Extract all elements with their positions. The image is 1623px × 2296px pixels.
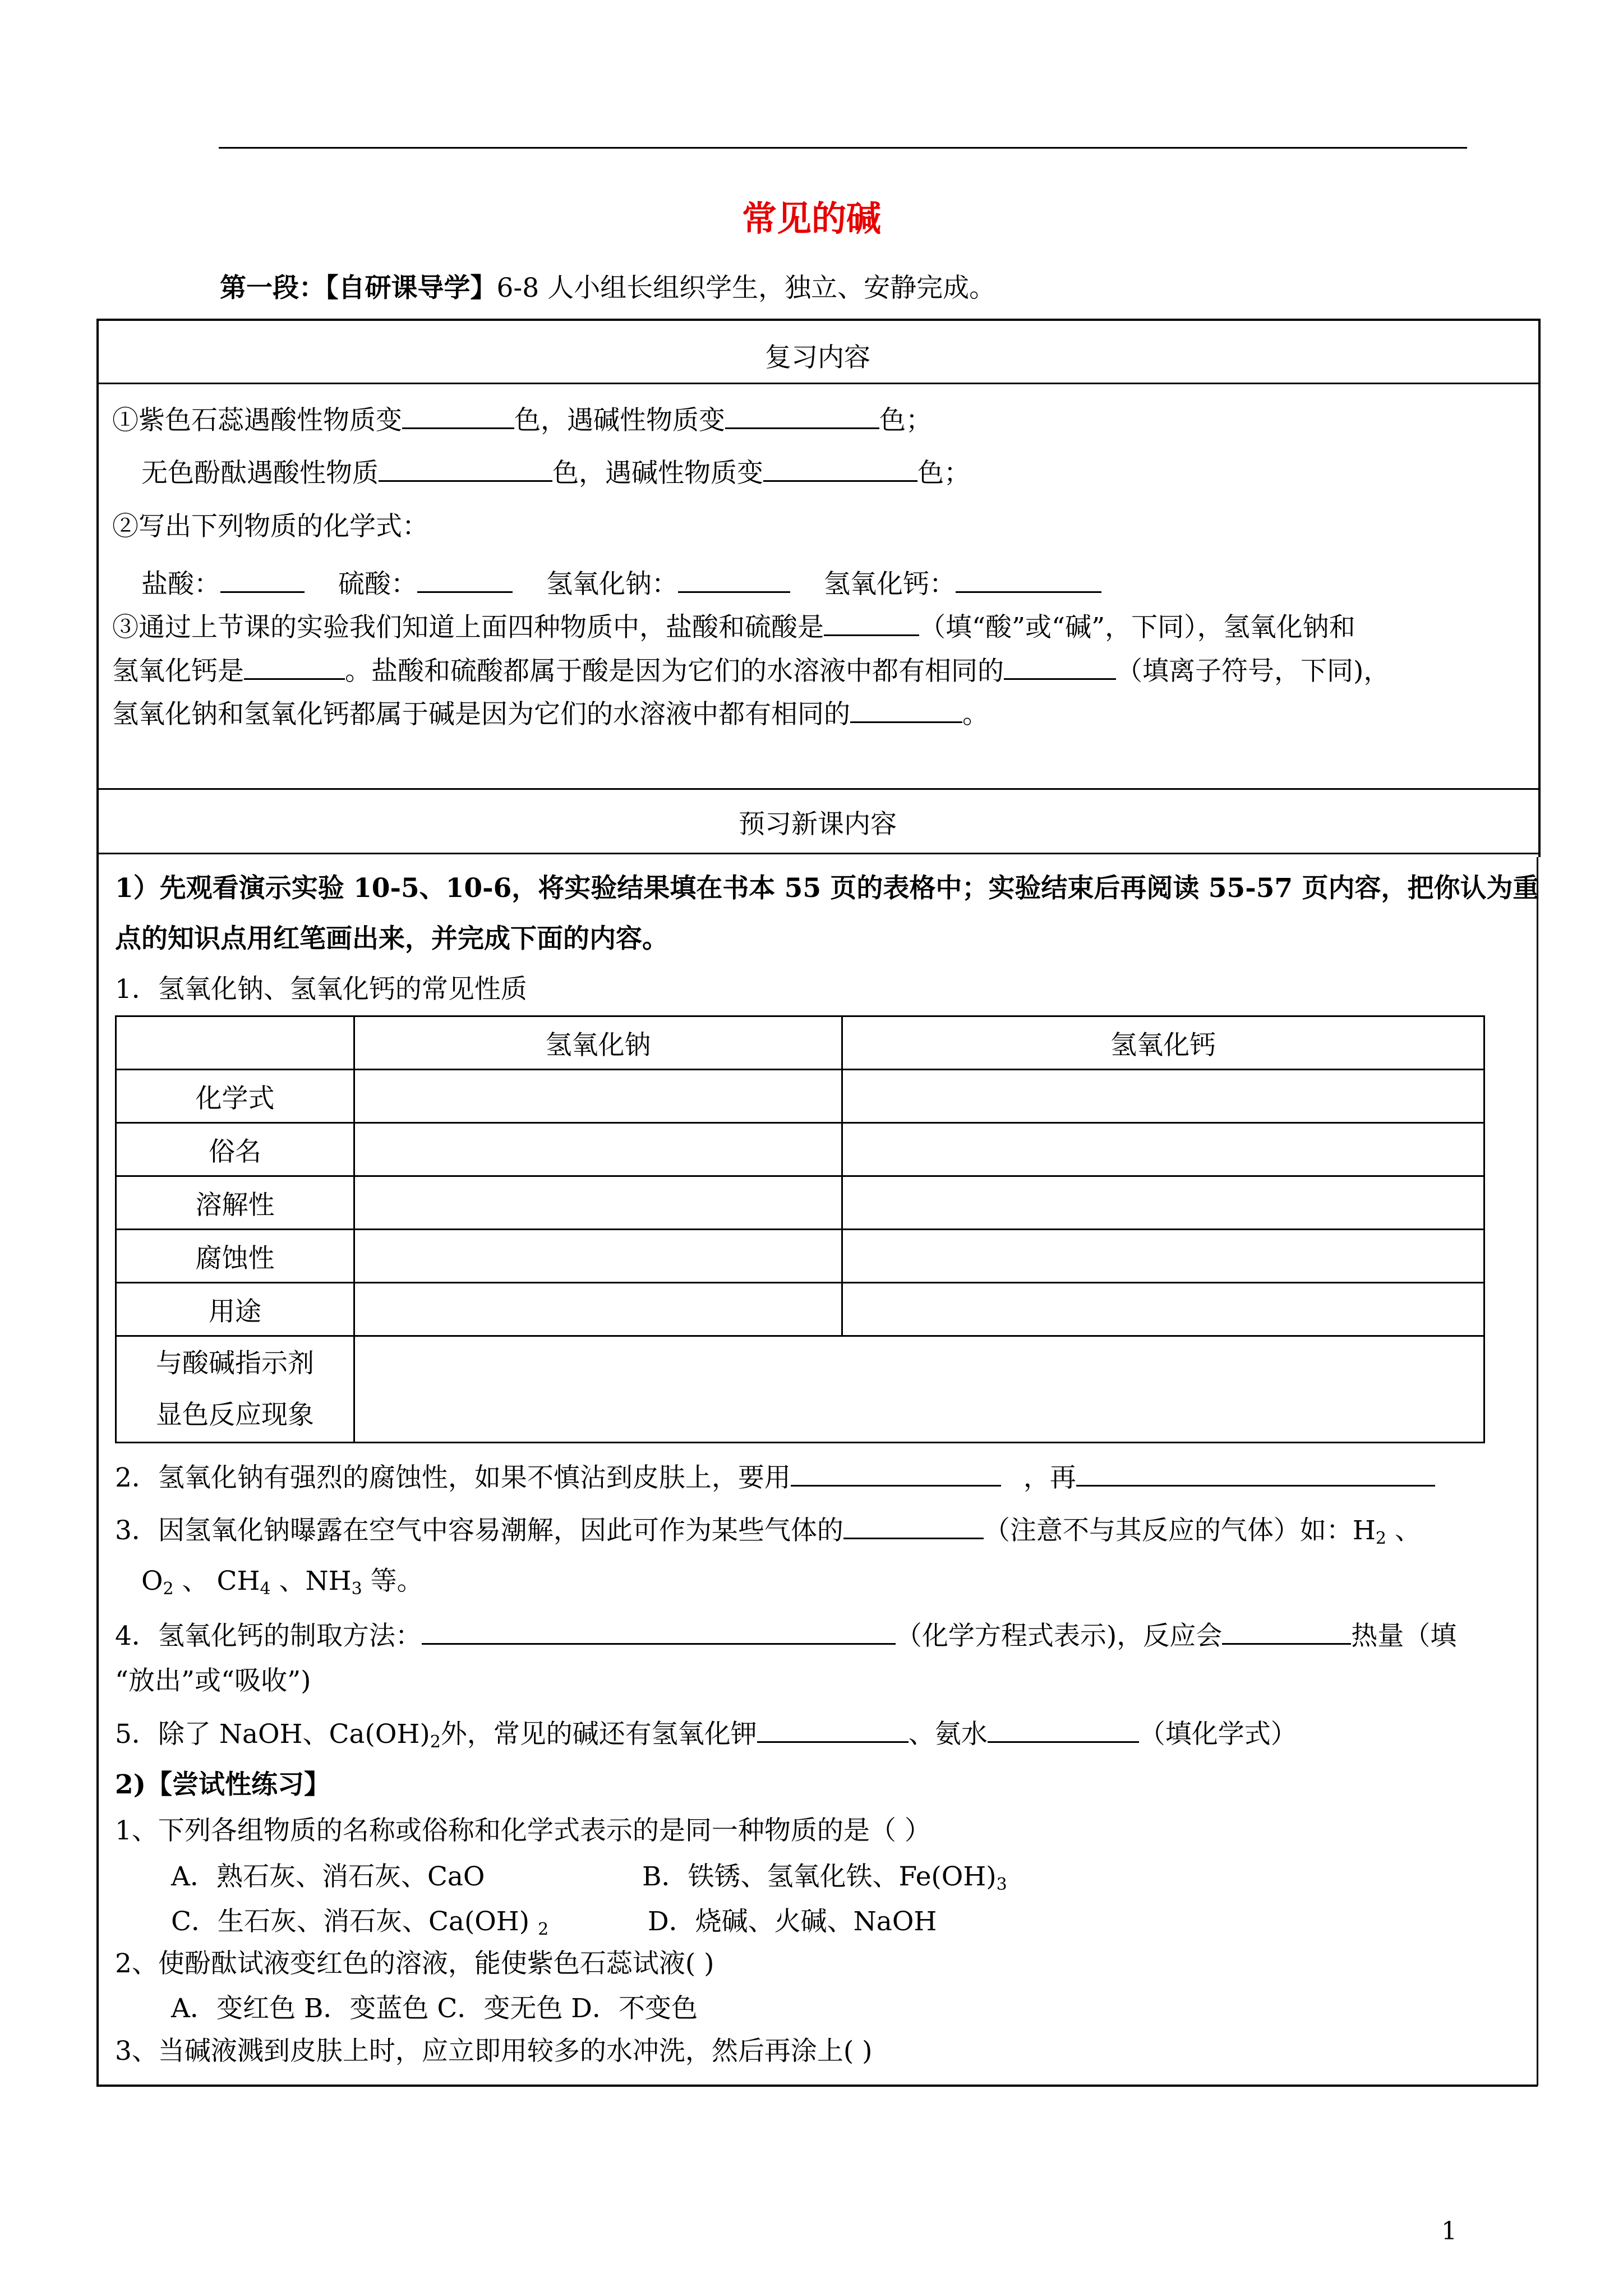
review-line-5: ③通过上节课的实验我们知道上面四种物质中，盐酸和硫酸是 （填“酸”或“碱”，下同），氢氧化钠和: [112, 610, 1355, 644]
practice-option-1a[interactable]: A．熟石灰、消石灰、CaO: [171, 1861, 485, 1892]
question-3: 3．因氢氧化钠曝露在空气中容易潮解，因此可作为某些气体的 （注意不与其反应的气体）如：$H_2$ 、: [115, 1513, 1421, 1555]
table-header-row: [116, 1016, 1484, 1070]
frame-left: [96, 319, 99, 2086]
table-header-cell: 氢氧化钠: [354, 1016, 842, 1070]
header-rule: [219, 147, 1467, 149]
page-number: 1: [1441, 2217, 1457, 2246]
row-label: 溶解性: [116, 1176, 354, 1230]
question-1: 1．氢氧化钠、氢氧化钙的常见性质: [115, 974, 527, 1005]
preview-header-top-rule: [96, 788, 1539, 790]
row-label: 与酸碱指示剂 显色反应现象: [116, 1336, 354, 1443]
answer-cell[interactable]: [842, 1283, 1484, 1336]
table-row: [116, 1123, 1484, 1176]
practice-question-1: 1、下列各组物质的名称或俗称和化学式表示的是同一种物质的是（ ）: [115, 1815, 931, 1846]
review-header: 复习内容: [765, 342, 870, 373]
practice-option-1d[interactable]: D．烧碱、火碱、NaOH: [648, 1906, 937, 1937]
answer-cell[interactable]: [354, 1230, 842, 1283]
fill-blank[interactable]: [824, 610, 919, 636]
table-header-cell: [116, 1016, 354, 1070]
table-header-cell: 氢氧化钙: [842, 1016, 1484, 1070]
frame-top: [96, 319, 1540, 321]
review-line-2: 无色酚酞遇酸性物质 色，遇碱性物质变 色；: [141, 455, 970, 490]
fill-blank[interactable]: [763, 455, 917, 482]
page-title: 常见的碱: [741, 198, 881, 239]
preview-instruction-1: 1）先观看演示实验 10-5、10-6，将实验结果填在书本 55 页的表格中；实验结束后再阅读 55-57 页内容，把你认为重: [115, 873, 1539, 904]
fill-blank[interactable]: [791, 1460, 1001, 1487]
table-row: [116, 1176, 1484, 1230]
row-label: 用途: [116, 1283, 354, 1336]
row-label: 化学式: [116, 1070, 354, 1123]
review-line-7: 氢氧化钠和氢氧化钙都属于碱是因为它们的水溶液中都有相同的 。: [112, 697, 989, 731]
fill-blank[interactable]: [422, 1618, 896, 1645]
practice-options-2[interactable]: A．变红色 B．变蓝色 C．变无色 D．不变色: [171, 1993, 698, 2024]
answer-cell[interactable]: [354, 1123, 842, 1176]
question-3-cont: $O_2$ 、 $CH_4$ 、$NH_3$ 等。: [141, 1566, 423, 1599]
fill-blank[interactable]: [220, 567, 305, 593]
answer-cell[interactable]: [354, 1336, 1484, 1443]
table-row: [116, 1230, 1484, 1283]
preview-header-rule: [96, 853, 1539, 854]
preview-instruction-2: 点的知识点用红笔画出来，并完成下面的内容。: [115, 923, 668, 954]
answer-cell[interactable]: [842, 1230, 1484, 1283]
review-line-3: ②写出下列物质的化学式：: [112, 511, 428, 542]
preview-header: 预习新课内容: [739, 809, 897, 840]
review-header-rule: [96, 383, 1539, 384]
intro-line: [220, 272, 995, 305]
practice-question-2: 2、使酚酞试液变红色的溶液，能使紫色石蕊试液( ): [115, 1948, 714, 1979]
review-line-1: ①紫色石蕊遇酸性物质变 色，遇碱性物质变 色；: [112, 403, 932, 437]
fill-blank[interactable]: [417, 567, 513, 593]
answer-cell[interactable]: [354, 1176, 842, 1230]
answer-cell[interactable]: [354, 1070, 842, 1123]
table-row: [116, 1070, 1484, 1123]
row-label: 腐蚀性: [116, 1230, 354, 1283]
practice-option-1c[interactable]: C．生石灰、消石灰、Ca(OH) $_2$: [171, 1906, 549, 1939]
fill-blank[interactable]: [678, 567, 790, 593]
fill-blank[interactable]: [956, 567, 1101, 593]
properties-table: [115, 1015, 1485, 1443]
intro-text: 6-8 人小组长组织学生，独立、安静完成。: [496, 273, 996, 303]
row-label: 俗名: [116, 1123, 354, 1176]
question-2: 2．氢氧化钠有强烈的腐蚀性，如果不慎沾到皮肤上，要用 ，再: [115, 1460, 1435, 1494]
fill-blank[interactable]: [1004, 654, 1116, 680]
practice-question-3: 3、当碱液溅到皮肤上时，应立即用较多的水冲洗，然后再涂上( ): [115, 2036, 873, 2067]
frame-bottom: [96, 2085, 1538, 2087]
practice-option-1b[interactable]: B．铁锈、氢氧化铁、$Fe(OH)_3$: [642, 1861, 1007, 1894]
answer-cell[interactable]: [842, 1123, 1484, 1176]
fill-blank[interactable]: [1222, 1618, 1351, 1645]
table-row: [116, 1283, 1484, 1336]
fill-blank[interactable]: [757, 1717, 909, 1743]
answer-cell[interactable]: [842, 1176, 1484, 1230]
fill-blank[interactable]: [1076, 1460, 1435, 1487]
frame-right-lower: [1537, 857, 1538, 2086]
fill-blank[interactable]: [402, 403, 514, 429]
fill-blank[interactable]: [244, 654, 345, 680]
answer-cell[interactable]: [354, 1283, 842, 1336]
fill-blank[interactable]: [379, 455, 552, 482]
answer-cell[interactable]: [842, 1070, 1484, 1123]
question-4: 4．氢氧化钙的制取方法： （化学方程式表示)，反应会 热量（填: [115, 1618, 1456, 1653]
question-4-cont: “放出”或“吸收”): [115, 1665, 311, 1696]
frame-right-upper: [1538, 319, 1541, 857]
intro-prefix: 第一段：【自研课导学】: [220, 273, 497, 303]
practice-header: 2)【尝试性练习】: [115, 1769, 330, 1800]
fill-blank[interactable]: [725, 403, 879, 429]
fill-blank[interactable]: [988, 1717, 1139, 1743]
question-5: 5．除了 NaOH、$Ca(OH)_2$外，常见的碱还有氢氧化钾 、氨水 （填化学式）: [115, 1717, 1297, 1759]
fill-blank[interactable]: [850, 697, 962, 723]
table-row: [116, 1336, 1484, 1443]
fill-blank[interactable]: [843, 1513, 984, 1539]
review-line-4: 盐酸： 硫酸： 氢氧化钠： 氢氧化钙：: [141, 567, 1101, 601]
review-line-6: 氢氧化钙是 。盐酸和硫酸都属于酸是因为它们的水溶液中都有相同的 （填离子符号，下同)，: [112, 654, 1390, 688]
